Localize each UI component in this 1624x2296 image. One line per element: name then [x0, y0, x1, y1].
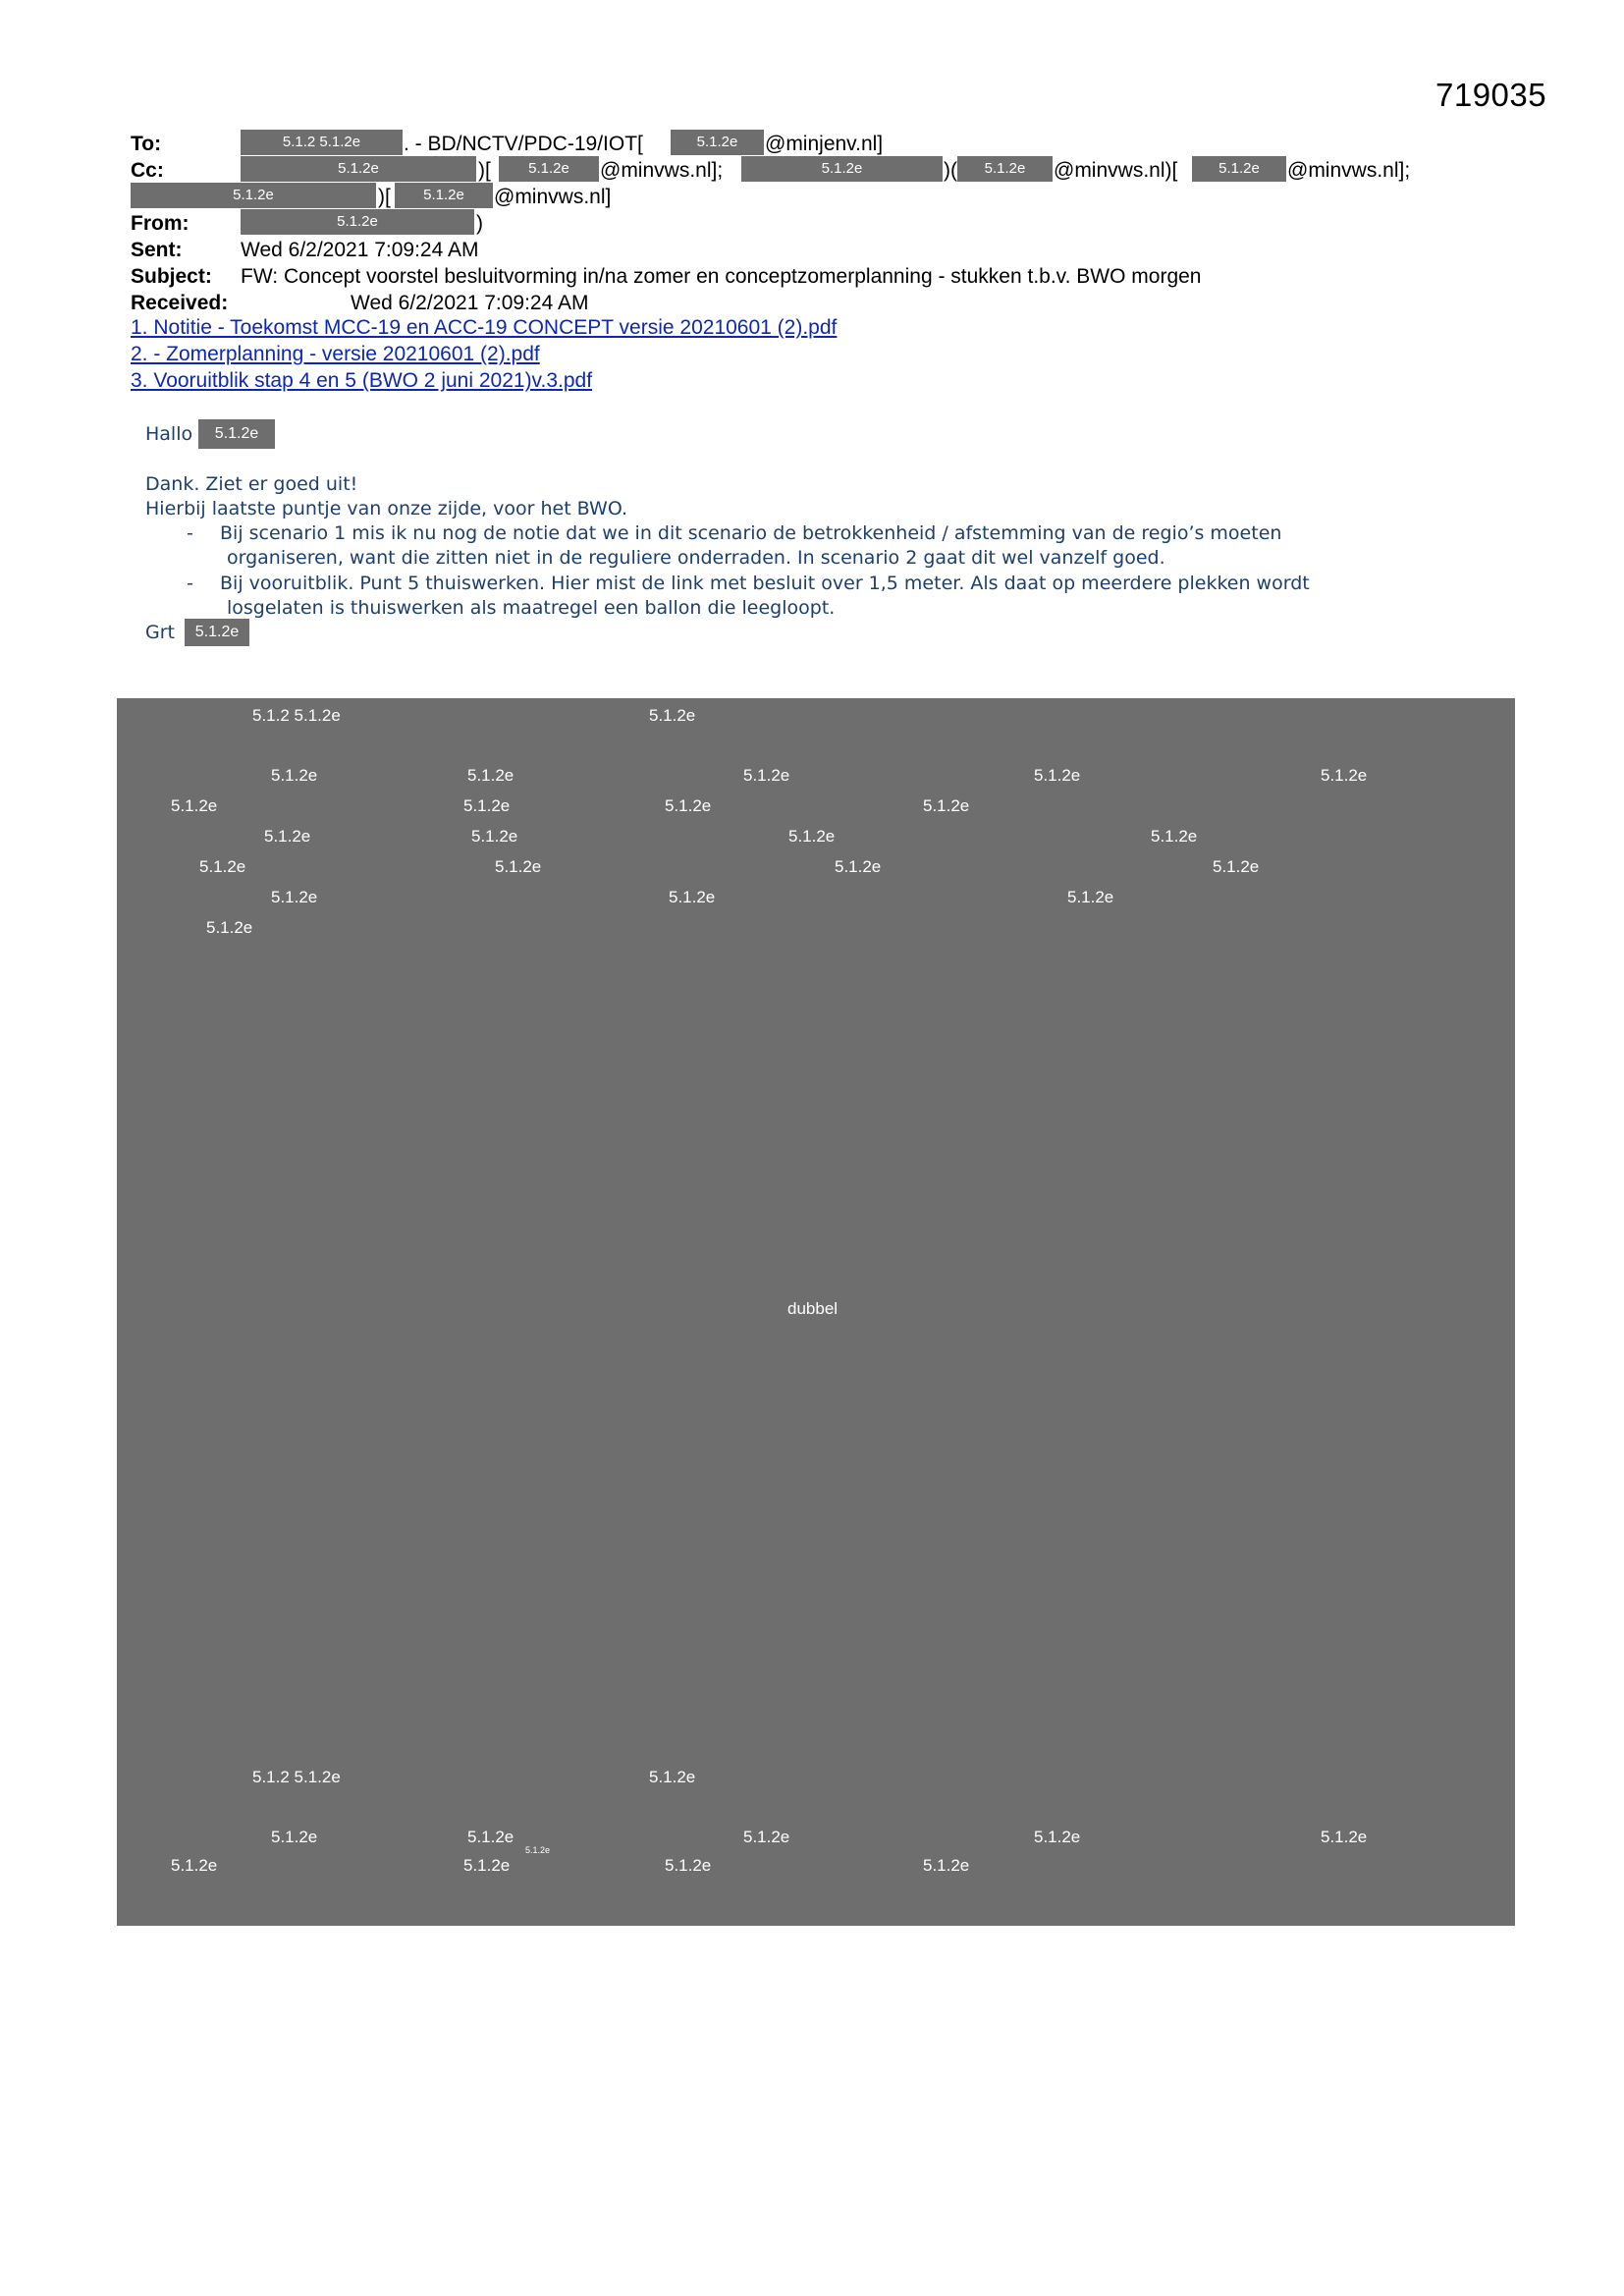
redaction-code: 5.1.2e — [835, 857, 882, 876]
redaction-code: 5.1.2 5.1.2e — [252, 706, 341, 725]
attachment-link[interactable]: 2. - Zomerplanning - versie 20210601 (2).pdf — [131, 343, 540, 365]
center-label: dubbel — [787, 1299, 839, 1318]
to-label: To: — [131, 133, 162, 155]
redaction: 5.1.2 5.1.2e — [241, 130, 403, 155]
redaction-code: 5.1.2e — [788, 827, 836, 846]
redaction-code: 5.1.2e — [743, 766, 790, 785]
redaction-code: 5.1.2e — [271, 888, 318, 906]
redaction-code: 5.1.2 5.1.2e — [252, 1768, 341, 1786]
redaction: 5.1.2e — [1192, 156, 1286, 182]
redaction-code: 5.1.2e — [1213, 857, 1260, 876]
sent-label: Sent: — [131, 239, 183, 261]
received-value: Wed 6/2/2021 7:09:24 AM — [351, 292, 589, 314]
redaction-code: 5.1.2e — [1321, 766, 1368, 785]
bullet-text: organiseren, want die zitten niet in de reguliere onderraden. In scenario 2 gaat dit wel vanzelf goed. — [227, 547, 1165, 569]
redaction: 5.1.2e — [395, 183, 493, 208]
cc-domain: @minvws.nl] — [494, 186, 612, 208]
redaction-code: 5.1.2e — [463, 1856, 511, 1875]
cc-domain: @minvws.nl]; — [1287, 159, 1411, 182]
attachment-link[interactable]: 3. Vooruitblik stap 4 en 5 (BWO 2 juni 2021)v.3.pdf — [131, 369, 593, 392]
redaction-code: 5.1.2e — [199, 857, 246, 876]
redaction-code: 5.1.2e — [206, 918, 253, 937]
redaction: 5.1.2e — [241, 209, 474, 235]
greeting: Hallo — [145, 423, 193, 445]
received-label: Received: — [131, 292, 229, 314]
cc-bracket: )[ — [478, 159, 491, 182]
signoff: Grt — [145, 622, 175, 643]
redaction-code: 5.1.2e — [495, 857, 542, 876]
bullet-text: Bij vooruitblik. Punt 5 thuiswerken. Hier mist de link met besluit over 1,5 meter. Als daat op meerdere plekken wordt — [220, 573, 1310, 594]
redaction-code: 5.1.2e — [923, 796, 970, 815]
redaction-code: 5.1.2e — [467, 766, 514, 785]
bullet-text: Bij scenario 1 mis ik nu nog de notie dat we in dit scenario de betrokkenheid / afstemming van de regio’s moeten — [220, 522, 1282, 544]
cc-bracket: )[ — [378, 186, 391, 208]
redaction: 5.1.2e — [131, 183, 376, 208]
redaction: 5.1.2e — [499, 156, 599, 182]
subject-value: FW: Concept voorstel besluitvorming in/na zomer en conceptzomerplanning - stukken t.b.v. BWO morgen — [241, 265, 1202, 288]
redaction: 5.1.2e — [741, 156, 943, 182]
redaction: 5.1.2e — [241, 156, 476, 182]
redaction-code: 5.1.2e — [1067, 888, 1114, 906]
redaction-code: 5.1.2e — [665, 796, 712, 815]
redaction-code: 5.1.2e — [171, 1856, 218, 1875]
redaction-code: 5.1.2e — [271, 766, 318, 785]
redaction: 5.1.2e — [185, 619, 249, 646]
to-text: . - BD/NCTV/PDC-19/IOT[ — [404, 133, 643, 155]
redaction-code: 5.1.2e — [669, 888, 716, 906]
redaction-code: 5.1.2e — [665, 1856, 712, 1875]
from-label: From: — [131, 212, 189, 235]
cc-bracket: )( — [944, 159, 957, 182]
body-line: Dank. Ziet er goed uit! — [145, 473, 358, 495]
redaction-code: 5.1.2e — [649, 1768, 696, 1786]
redaction-code: 5.1.2e — [743, 1828, 790, 1846]
cc-domain: @minvws.nl]; — [600, 159, 724, 182]
redaction-code: 5.1.2e — [923, 1856, 970, 1875]
bullet-text: losgelaten is thuiswerken als maatregel een ballon die leegloopt. — [227, 597, 836, 619]
redaction: 5.1.2e — [198, 419, 275, 449]
redaction-code: 5.1.2e — [467, 1828, 514, 1846]
redacted-block — [117, 698, 1515, 1926]
redaction-code: 5.1.2e — [525, 1845, 551, 1855]
subject-label: Subject: — [131, 265, 212, 288]
body-line: Hierbij laatste puntje van onze zijde, voor het BWO. — [145, 498, 628, 519]
redaction: 5.1.2e — [671, 130, 764, 155]
bullet-marker: - — [187, 522, 193, 544]
redaction: 5.1.2e — [957, 156, 1053, 182]
redaction-code: 5.1.2e — [1321, 1828, 1368, 1846]
to-domain: @minjenv.nl] — [765, 133, 884, 155]
sent-value: Wed 6/2/2021 7:09:24 AM — [241, 239, 479, 261]
redaction-code: 5.1.2e — [171, 796, 218, 815]
redaction-code: 5.1.2e — [649, 706, 696, 725]
redaction-code: 5.1.2e — [1151, 827, 1198, 846]
from-close: ) — [476, 212, 483, 235]
document-number: 719035 — [1435, 77, 1547, 113]
redaction-code: 5.1.2e — [264, 827, 311, 846]
cc-domain: @minvws.nl)[ — [1054, 159, 1178, 182]
redaction-code: 5.1.2e — [463, 796, 511, 815]
redaction-code: 5.1.2e — [1034, 766, 1081, 785]
attachment-link[interactable]: 1. Notitie - Toekomst MCC-19 en ACC-19 CONCEPT versie 20210601 (2).pdf — [131, 316, 838, 339]
redaction-code: 5.1.2e — [1034, 1828, 1081, 1846]
redaction-code: 5.1.2e — [271, 1828, 318, 1846]
cc-label: Cc: — [131, 159, 164, 182]
redaction-code: 5.1.2e — [471, 827, 518, 846]
bullet-marker: - — [187, 573, 193, 594]
